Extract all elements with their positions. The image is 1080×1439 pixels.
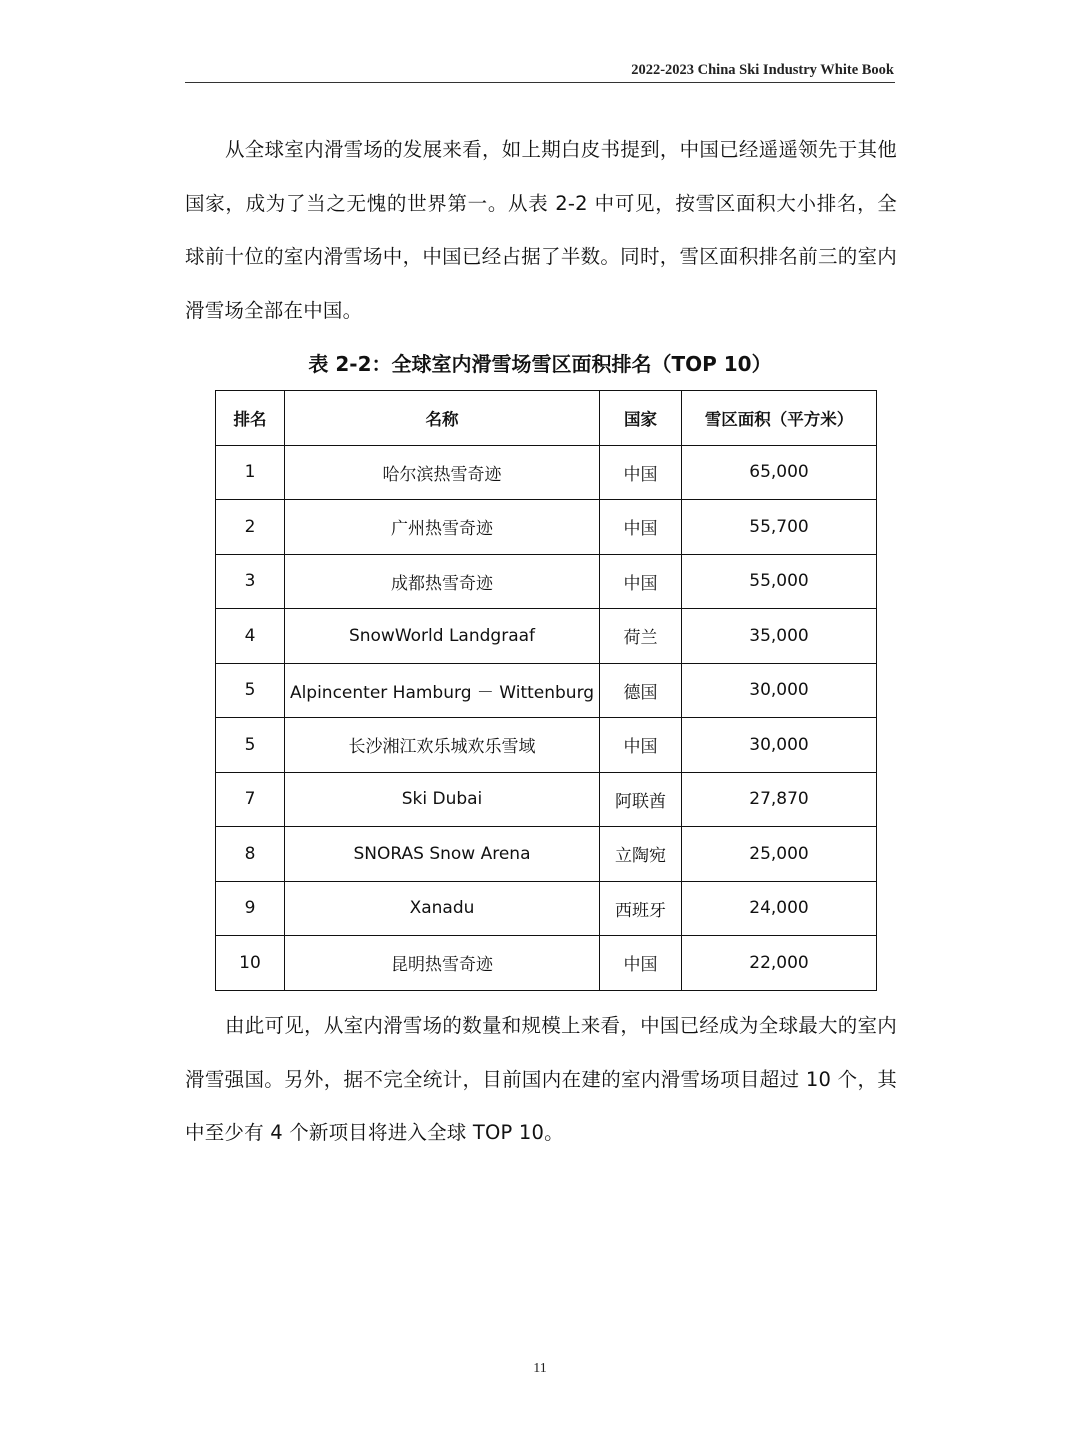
- cell-area: 55,000: [682, 554, 877, 609]
- header-area: 雪区面积（平方米）: [682, 391, 877, 446]
- cell-area: 30,000: [682, 718, 877, 773]
- cell-rank: 7: [216, 772, 285, 827]
- cell-name: Xanadu: [285, 881, 600, 936]
- table-row: [216, 936, 877, 991]
- page-number: 11: [533, 1361, 547, 1376]
- cell-country: 中国: [600, 936, 682, 991]
- table-row: [216, 772, 877, 827]
- cell-area: 35,000: [682, 609, 877, 664]
- table-row: [216, 663, 877, 718]
- header-divider: [185, 82, 895, 83]
- cell-country: 中国: [600, 500, 682, 555]
- cell-country: 中国: [600, 554, 682, 609]
- cell-rank: 1: [216, 445, 285, 500]
- cell-area: 55,700: [682, 500, 877, 555]
- cell-rank: 9: [216, 881, 285, 936]
- cell-name: Alpincenter Hamburg － Wittenburg: [285, 663, 600, 718]
- cell-rank: 3: [216, 554, 285, 609]
- table-caption: 表 2-2：全球室内滑雪场雪区面积排名（TOP 10）: [308, 352, 772, 376]
- cell-rank: 5: [216, 663, 285, 718]
- cell-area: 65,000: [682, 445, 877, 500]
- cell-name: SnowWorld Landgraaf: [285, 609, 600, 664]
- cell-name: 昆明热雪奇迹: [285, 936, 600, 991]
- cell-name: SNORAS Snow Arena: [285, 827, 600, 882]
- cell-country: 德国: [600, 663, 682, 718]
- paragraph-intro: 从全球室内滑雪场的发展来看，如上期白皮书提到，中国已经遥遥领先于其他国家，成为了当之无愧的世界第一。从表 2-2 中可见，按雪区面积大小排名，全球前十位的室内滑雪场中，中国已经占据了半数。同时，雪区面积排名前三的室内滑雪场全部在中国。: [185, 138, 897, 322]
- cell-area: 25,000: [682, 827, 877, 882]
- cell-name: 成都热雪奇迹: [285, 554, 600, 609]
- cell-rank: 10: [216, 936, 285, 991]
- table-row: [216, 881, 877, 936]
- table-row: [216, 445, 877, 500]
- table-row: [216, 609, 877, 664]
- cell-rank: 2: [216, 500, 285, 555]
- table-row: [216, 827, 877, 882]
- cell-name: 广州热雪奇迹: [285, 500, 600, 555]
- cell-country: 立陶宛: [600, 827, 682, 882]
- cell-country: 中国: [600, 445, 682, 500]
- cell-area: 27,870: [682, 772, 877, 827]
- ranking-table: [215, 390, 877, 991]
- table-header-row: [216, 391, 877, 446]
- table-row: [216, 554, 877, 609]
- cell-name: 哈尔滨热雪奇迹: [285, 445, 600, 500]
- paragraph-conclusion: 由此可见，从室内滑雪场的数量和规模上来看，中国已经成为全球最大的室内滑雪强国。另外，据不完全统计，目前国内在建的室内滑雪场项目超过 10 个，其中至少有 4 个新项目将进入全球 TOP 10。: [185, 1014, 897, 1144]
- header-country: 国家: [600, 391, 682, 446]
- cell-name: Ski Dubai: [285, 772, 600, 827]
- table-row: [216, 718, 877, 773]
- header-name: 名称: [285, 391, 600, 446]
- header-title: 2022-2023 China Ski Industry White Book: [631, 62, 894, 78]
- header-rank: 排名: [216, 391, 285, 446]
- cell-area: 24,000: [682, 881, 877, 936]
- cell-country: 中国: [600, 718, 682, 773]
- cell-rank: 4: [216, 609, 285, 664]
- cell-country: 荷兰: [600, 609, 682, 664]
- cell-area: 30,000: [682, 663, 877, 718]
- cell-country: 西班牙: [600, 881, 682, 936]
- cell-name: 长沙湘江欢乐城欢乐雪域: [285, 718, 600, 773]
- cell-country: 阿联酋: [600, 772, 682, 827]
- cell-rank: 8: [216, 827, 285, 882]
- cell-rank: 5: [216, 718, 285, 773]
- table-row: [216, 500, 877, 555]
- cell-area: 22,000: [682, 936, 877, 991]
